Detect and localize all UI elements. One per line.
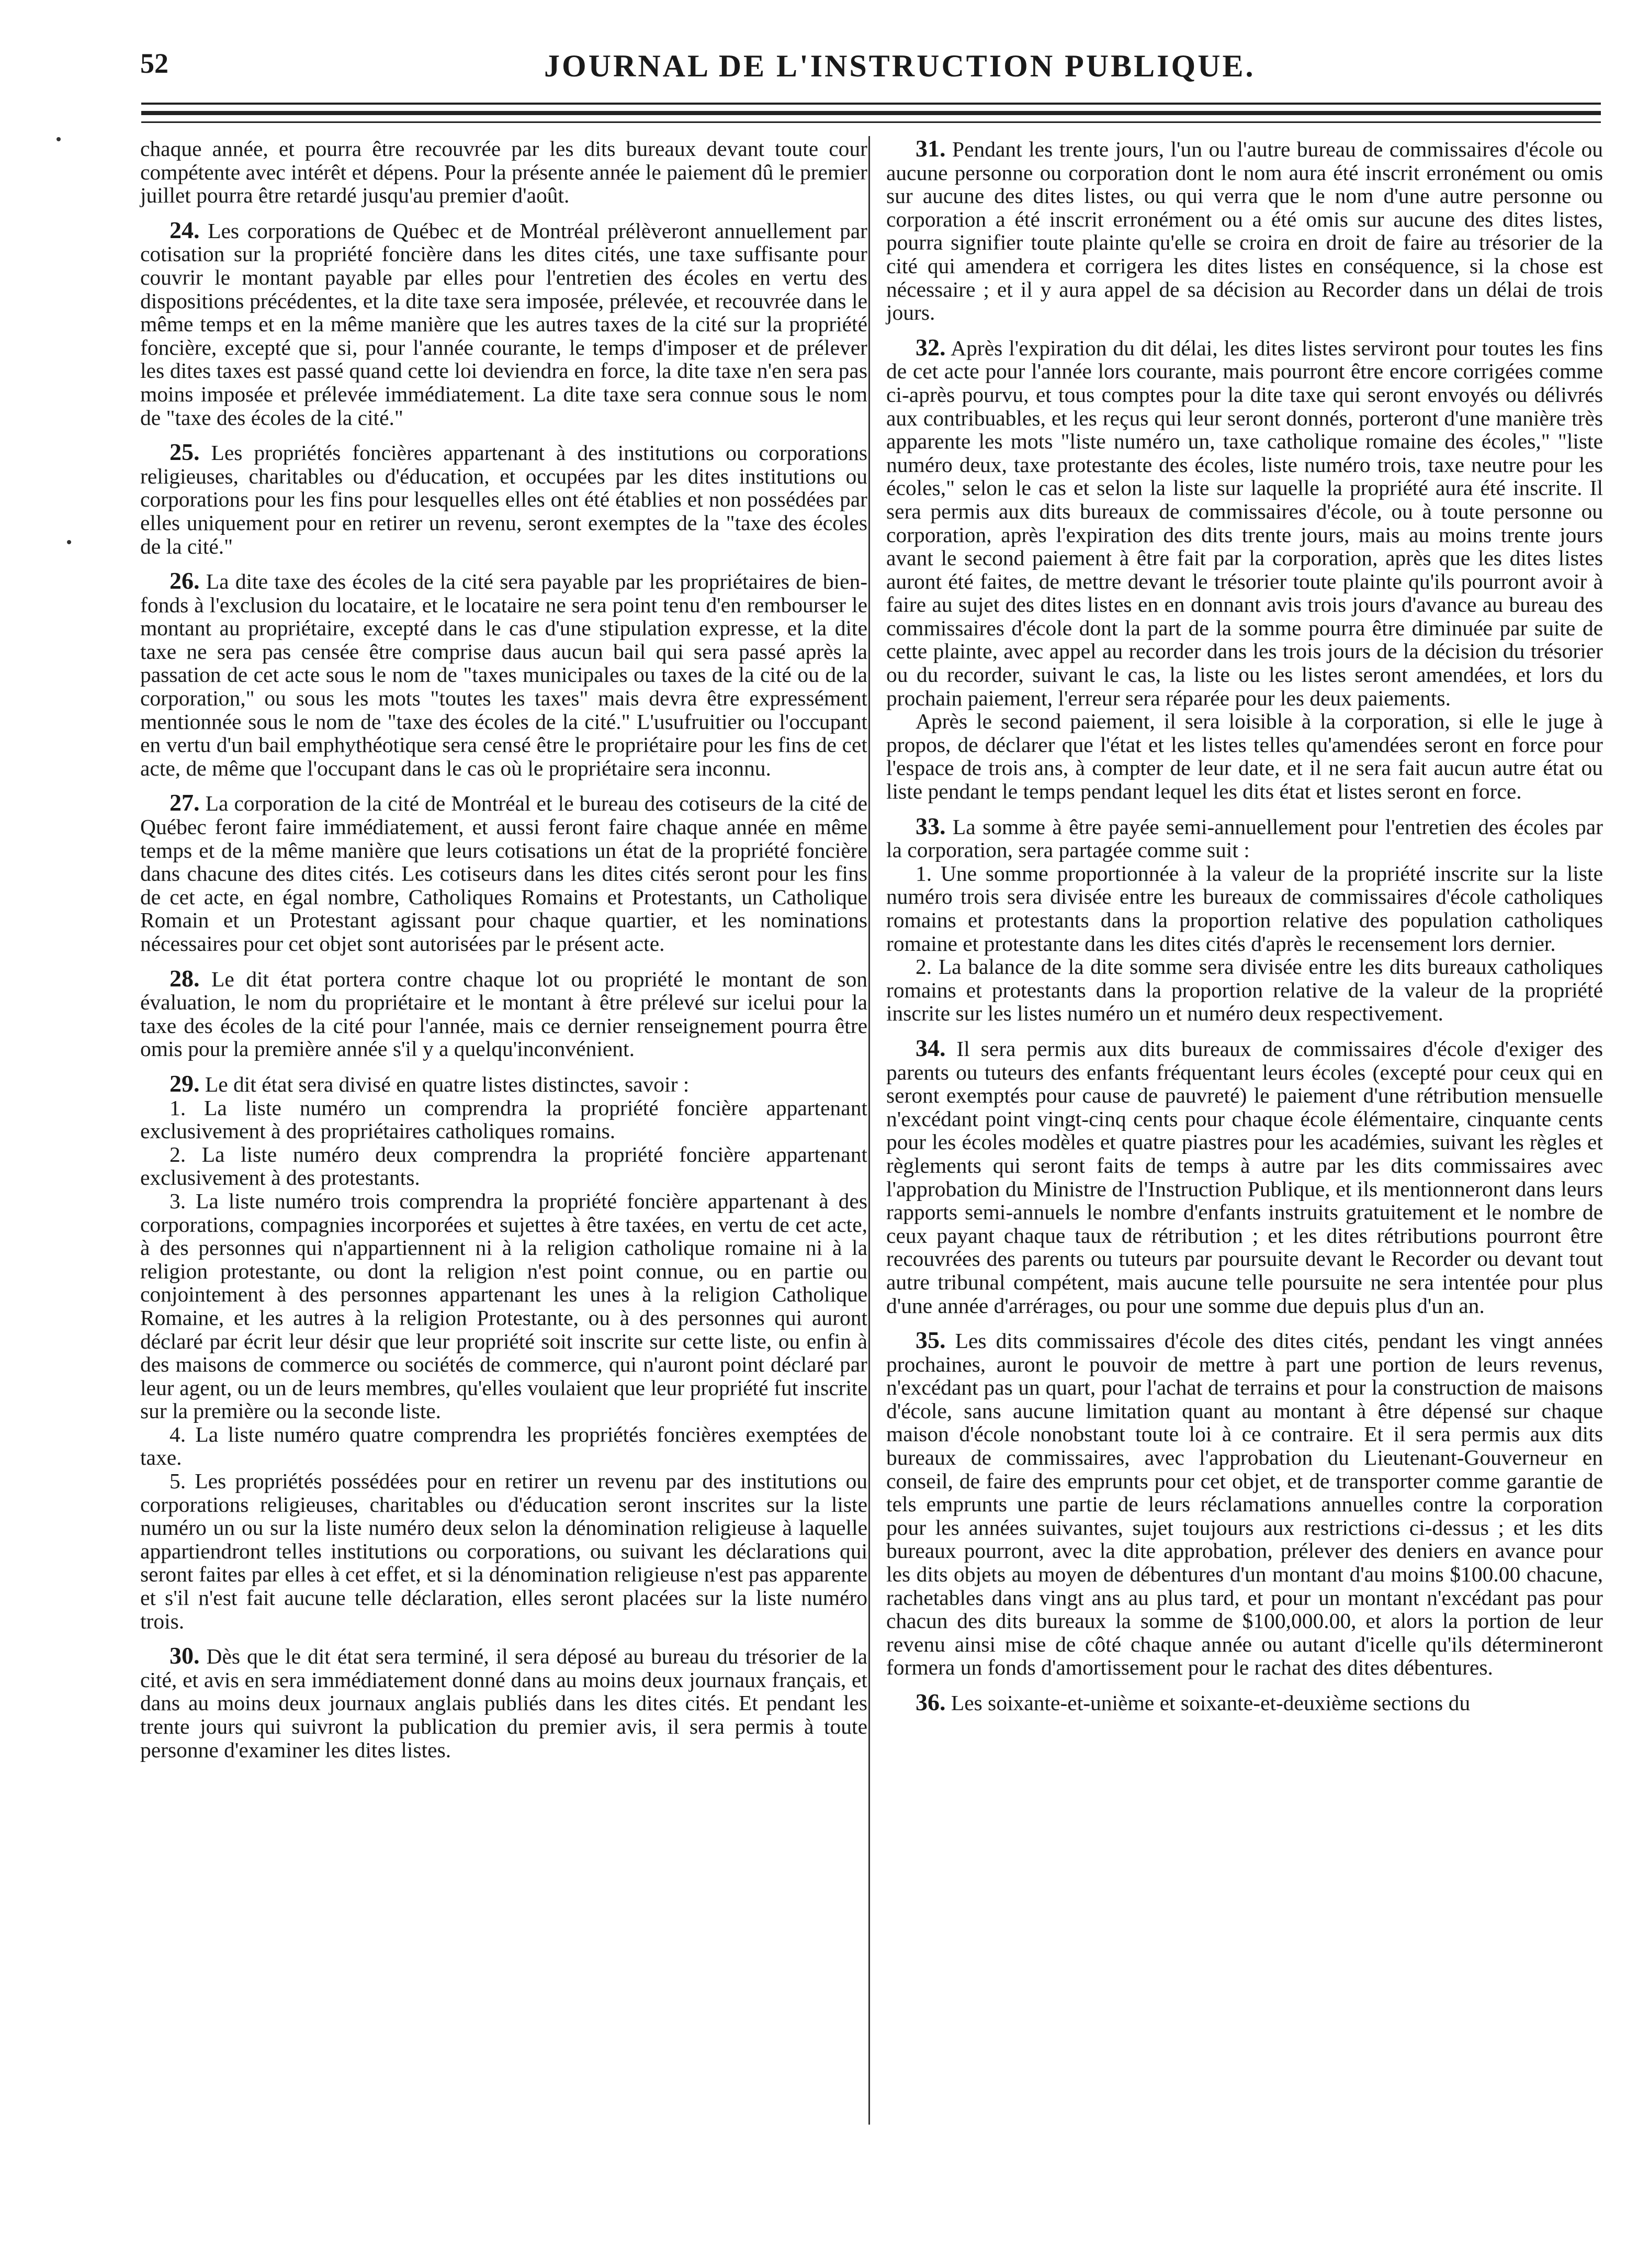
section-33: [886, 812, 1603, 862]
section-text: La dite taxe des écoles de la cité sera payable par les propriétaires de bien-fonds à l'exclusion du locataire, et le locataire ne sera point tenu d'en rembourser le montant au propriétaire, excepté dans le cas d'une stipulation expresse, et la dite taxe ne sera pas censée être comprise daus aucun bail qui sera passé après la passation de cet acte sous le nom de "taxes municipales ou taxes de la cité ou de la corporation," ou sous les mots "toutes les taxes" mais devra être expressément mentionnée sous le nom de "taxe des écoles de la cité." L'usufruitier ou l'occupant en vertu d'un bail emphythéotique sera censé être le propriétaire pour les fins de cet acte, de même que l'occupant dans le cas où le propriétaire sera inconnu.: [140, 569, 868, 780]
column-divider: [868, 136, 870, 2125]
section-number: 34.: [916, 1034, 946, 1061]
header-rule-thick: [141, 111, 1601, 115]
section-number: 36.: [916, 1689, 946, 1715]
left-column: [140, 137, 867, 1761]
section-number: 30.: [170, 1642, 200, 1669]
section-text: Il sera permis aux dits bureaux de commissaires d'école d'exiger des parents ou tuteurs des enfants fréquentant leurs écoles (excepté pour ceux qui en seront exemptés pour cause de pauvreté) le paiement d'une rétribution mensuelle n'excédant point vingt-cinq cents pour chaque école élémentaire, cinquante cents pour les écoles modèles et quatre piastres pour les académies, suivant les règles et règlements qui seront faits de temps à autre par les dits commissaires avec l'approbation du Ministre de l'Instruction Publique, et ils mentionneront dans leurs rapports semi-annuels le nombre d'enfants instruits gratuitement et le nombre de ceux payant chaque taux de rétribution ; et les dites rétributions pourront être recouvrées des parents ou tuteurs par poursuite devant le Recorder ou devant tout autre tribunal compétent, mais aucune telle poursuite ne sera intentée pour plus d'une année d'arrérages, ou pour une somme due depuis plus d'un an.: [886, 1036, 1603, 1318]
margin-mark: [57, 137, 61, 141]
section-33-item-1: 1. Une somme proportionnée à la valeur de la propriété inscrite sur la liste numéro trois sera divisée entre les bureaux de commissaires d'école catholiques romains et protestants dans la proportion relative des population catholiques romaine et protestante dans les dites cités d'après le recensement lors dernier.: [886, 861, 1603, 956]
section-32: [886, 333, 1603, 710]
section-number: 33.: [916, 812, 946, 839]
section-text: Les propriétés foncières appartenant à des institutions ou corporations religieuses, charitables ou d'éducation, et occupées par les dites institutions ou corporations pour les fins pour lesquelles elles ont été établies et non possédées par elles uniquement pour en retirer un revenu, seront exemptes de la "taxe des écoles de la cité.": [140, 441, 868, 558]
section-text: La corporation de la cité de Montréal et le bureau des cotiseurs de la cité de Québec feront faire immédiatement, et aussi feront faire chaque année en même temps et de la même manière que leurs cotisations un état de la propriété foncière dans chacune des dites cités. Les cotiseurs dans les dites cités seront pour les fins de cet acte, en égal nombre, Catholiques Romains et Protestants, un Catholique Romain et un Protestant agissant pour chaque quartier, et les nominations nécessaires pour cet objet sont autorisées par le présent acte.: [140, 791, 868, 956]
section-35: [886, 1329, 1603, 1679]
section-29-item-3: 3. La liste numéro trois comprendra la propriété foncière appartenant à des corporations, compagnies incorporées et sujettes à être taxées, en vertu de cet acte, à des personnes qui n'appartiennent ni à la religion catholique romaine ni à la religion protestante, ou dont la religion n'est point connue, ou en partie ou conjointement à des personnes appartenant les unes à la religion Catholique Romaine, et les autres à la religion Protestante, ou à des personnes qui auront déclaré par écrit leur désir que leur propriété soit inscrite sur cette liste, ou enfin à des maisons de commerce ou sociétés de commerce, qui n'auront point déclaré par leur agent, ou un de leurs membres, qu'elles voulaient que leur propriété fut inscrite sur la première ou la seconde liste.: [140, 1188, 867, 1423]
section-text: Les soixante-et-unième et soixante-et-deuxième sections du: [951, 1691, 1471, 1715]
section-32-paragraph-2: Après le second paiement, il sera loisible à la corporation, si elle le juge à propos, de déclarer que l'état et les listes telles qu'amendées seront en force pour l'espace de trois ans, à compter de leur date, et il ne sera fait aucun autre état ou liste pendant le temps pendant lequel les dits état et listes seront en force.: [886, 709, 1603, 804]
right-column: [886, 137, 1603, 1715]
section-29-item-5: 5. Les propriétés possédées pour en retirer un revenu par des institutions ou corporations religieuses, charitables ou d'éducation seront inscrites sur la liste numéro un ou sur la liste numéro deux selon la dénomination religieuse à laquelle appartiendront telles institutions ou corporations, ou suivant les déclarations qui seront faites par elles à cet effet, et si la dénomination religieuse n'est pas apparente et s'il n'est fait aucune telle déclaration, elles seront placées sur la liste numéro trois.: [140, 1469, 867, 1633]
section-28: [140, 964, 867, 1061]
section-29-item-1: 1. La liste numéro un comprendra la propriété foncière appartenant exclusivement à des propriétaires catholiques romains.: [140, 1095, 867, 1143]
section-24: [140, 216, 867, 430]
section-text: La somme à être payée semi-annuellement pour l'entretien des écoles par la corporation, sera partagée comme suit :: [886, 814, 1603, 862]
section-text: Les dits commissaires d'école des dites cités, pendant les vingt années prochaines, auront le pouvoir de mettre à part une portion de leurs revenus, n'excédant pas un quart, pour l'achat de terrains et pour la construction de maisons d'école, sans aucune limitation quant au montant à être dépensé sur chaque maison d'école nonobstant toute loi à ce contraire. Et il sera permis aux dits bureaux de commissaires, avec l'approbation du Lieutenant-Gouverneur en conseil, de faire des emprunts pour cet objet, et de transporter comme garantie de tels emprunts une partie de leurs réclamations annuelles contre la corporation pour les années suivantes, sujet toujours aux restrictions ci-dessus ; et les dits bureaux pourront, avec la dite approbation, prélever des deniers en avance pour les dits objets au moyen de débentures d'un montant d'au moins $100.00 chacune, rachetables dans vingt ans au plus tard, et pour un montant n'excédant pas pour chacun des dits bureaux la somme de $100,000.00, et alors la portion de leur revenu ainsi mise de côté chaque année ou autant d'icelle qu'ils détermineront formera un fonds d'amortissement pour le rachat des dites débentures.: [886, 1329, 1603, 1680]
section-36: [886, 1691, 1603, 1715]
header-rule-top: [141, 103, 1601, 105]
section-number: 27.: [170, 789, 200, 816]
section-number: 32.: [916, 333, 946, 361]
section-number: 31.: [916, 135, 946, 162]
section-30: [140, 1644, 867, 1761]
page-number: 52: [140, 48, 168, 79]
section-number: 26.: [170, 567, 200, 594]
section-33-item-2: 2. La balance de la dite somme sera divisée entre les dits bureaux catholiques romains et protestants dans la proportion relative de la valeur de la propriété inscrite sur les listes numéro un et numéro deux respectivement.: [886, 955, 1603, 1026]
section-26: [140, 569, 867, 780]
section-number: 29.: [170, 1070, 200, 1097]
section-number: 28.: [170, 964, 200, 992]
section-text: Le dit état portera contre chaque lot ou propriété le montant de son évaluation, le nom du propriétaire et le montant à être prélevé sur icelui pour la taxe des écoles de la cité pour l'année, mais ce dernier renseignement pourra être omis pour la première année s'il y a quelqu'inconvénient.: [140, 967, 867, 1061]
section-number: 35.: [916, 1327, 946, 1354]
margin-mark: [67, 540, 71, 544]
section-25: [140, 441, 867, 558]
section-31: [886, 137, 1603, 324]
continuation-paragraph: chaque année, et pourra être recouvrée par les dits bureaux devant toute cour compétente avec intérêt et dépens. Pour la présente année le paiement dû le premier juillet pourra être retardé jusqu'au premier d'août.: [140, 137, 867, 208]
section-27: [140, 791, 867, 955]
header-rule-bottom: [141, 121, 1601, 123]
section-29: [140, 1072, 867, 1096]
section-text: Le dit état sera divisé en quatre listes distinctes, savoir :: [205, 1072, 690, 1096]
section-34: [886, 1034, 1603, 1318]
section-text: Les corporations de Québec et de Montréal prélèveront annuellement par cotisation sur la propriété foncière dans les dites cités, une taxe suffisante pour couvrir le montant payable par elles pour l'entretien des écoles en vertu des dispositions précédentes, et la dite taxe sera imposée, prélevée, et recouvrée dans le même temps et en la même manière que les autres taxes de la cité sur la propriété foncière, excepté que si, pour l'année courante, le temps d'imposer et de prélever les dites taxes est passé quand cette loi deviendra en force, la dite taxe n'en sera pas moins imposée et prélevée immédiatement. La dite taxe sera connue sous le nom de "taxe des écoles de la cité.": [140, 218, 867, 430]
section-29-item-4: 4. La liste numéro quatre comprendra les propriétés foncières exemptées de taxe.: [140, 1422, 867, 1470]
section-text: Dès que le dit état sera terminé, il sera déposé au bureau du trésorier de la cité, et avis en sera immédiatement donné dans au moins deux journaux français, et dans au moins deux journaux anglais publiés dans les dites cités. Et pendant les trente jours qui suivront la publication du premier avis, il sera permis à toute personne d'examiner les dites listes.: [140, 1644, 868, 1762]
section-29-item-2: 2. La liste numéro deux comprendra la propriété foncière appartenant exclusivement à des protestants.: [140, 1142, 867, 1190]
section-text: Pendant les trente jours, l'un ou l'autre bureau de commissaires d'école ou aucune personne ou corporation dont le nom aura été inscrit erronément ou omis sur aucune des dites listes, ou qui verra que le nom d'une autre personne ou corporation a été inscrit erronément ou a été omis sur aucune des dites listes, pourra signifier toute plainte qu'elle se croira en droit de faire au trésorier de la cité qui amendera et corrigera les dites listes en conséquence, si la chose est nécessaire ; et il y aura appel de sa décision au Recorder dans un délai de trois jours.: [886, 137, 1603, 325]
section-text: Après l'expiration du dit délai, les dites listes serviront pour toutes les fins de cet acte pour l'année lors courante, mais pourront être encore corrigées comme ci-après pourvu, et tous comptes pour la dite taxe qui seront envoyés ou délivrés aux contribuables, et les reçus qui leur seront donnés, porteront d'une manière très apparente les mots "liste numéro un, taxe catholique romaine des écoles," "liste numéro deux, taxe protestante des écoles, liste numéro trois, taxe neutre pour les écoles," selon le cas et selon la liste sur laquelle la propriété aura été inscrite. Il sera permis aux dits bureaux de commissaires d'école, ou à toute personne ou corporation, après l'expiration des dits trente jours, mais au moins trente jours avant le second paiement à être fait par la corporation, après que les dites listes auront été faites, de mettre devant le trésorier toute plainte qu'ils pourront avoir à faire au sujet des dites listes en en donnant avis trois jours d'avance au bureau des commissaires d'école dont la part de la somme pourra être diminuée par suite de cette plainte, avec appel au recorder dans les trois jours de la décision du trésorier ou du recorder, suivant le cas, la liste ou les listes seront amendées, et lors du prochain paiement, l'erreur sera réparée pour les deux paiements.: [886, 335, 1603, 710]
running-title: JOURNAL DE L'INSTRUCTION PUBLIQUE.: [544, 49, 1256, 83]
section-number: 24.: [170, 216, 200, 243]
section-number: 25.: [170, 439, 200, 466]
